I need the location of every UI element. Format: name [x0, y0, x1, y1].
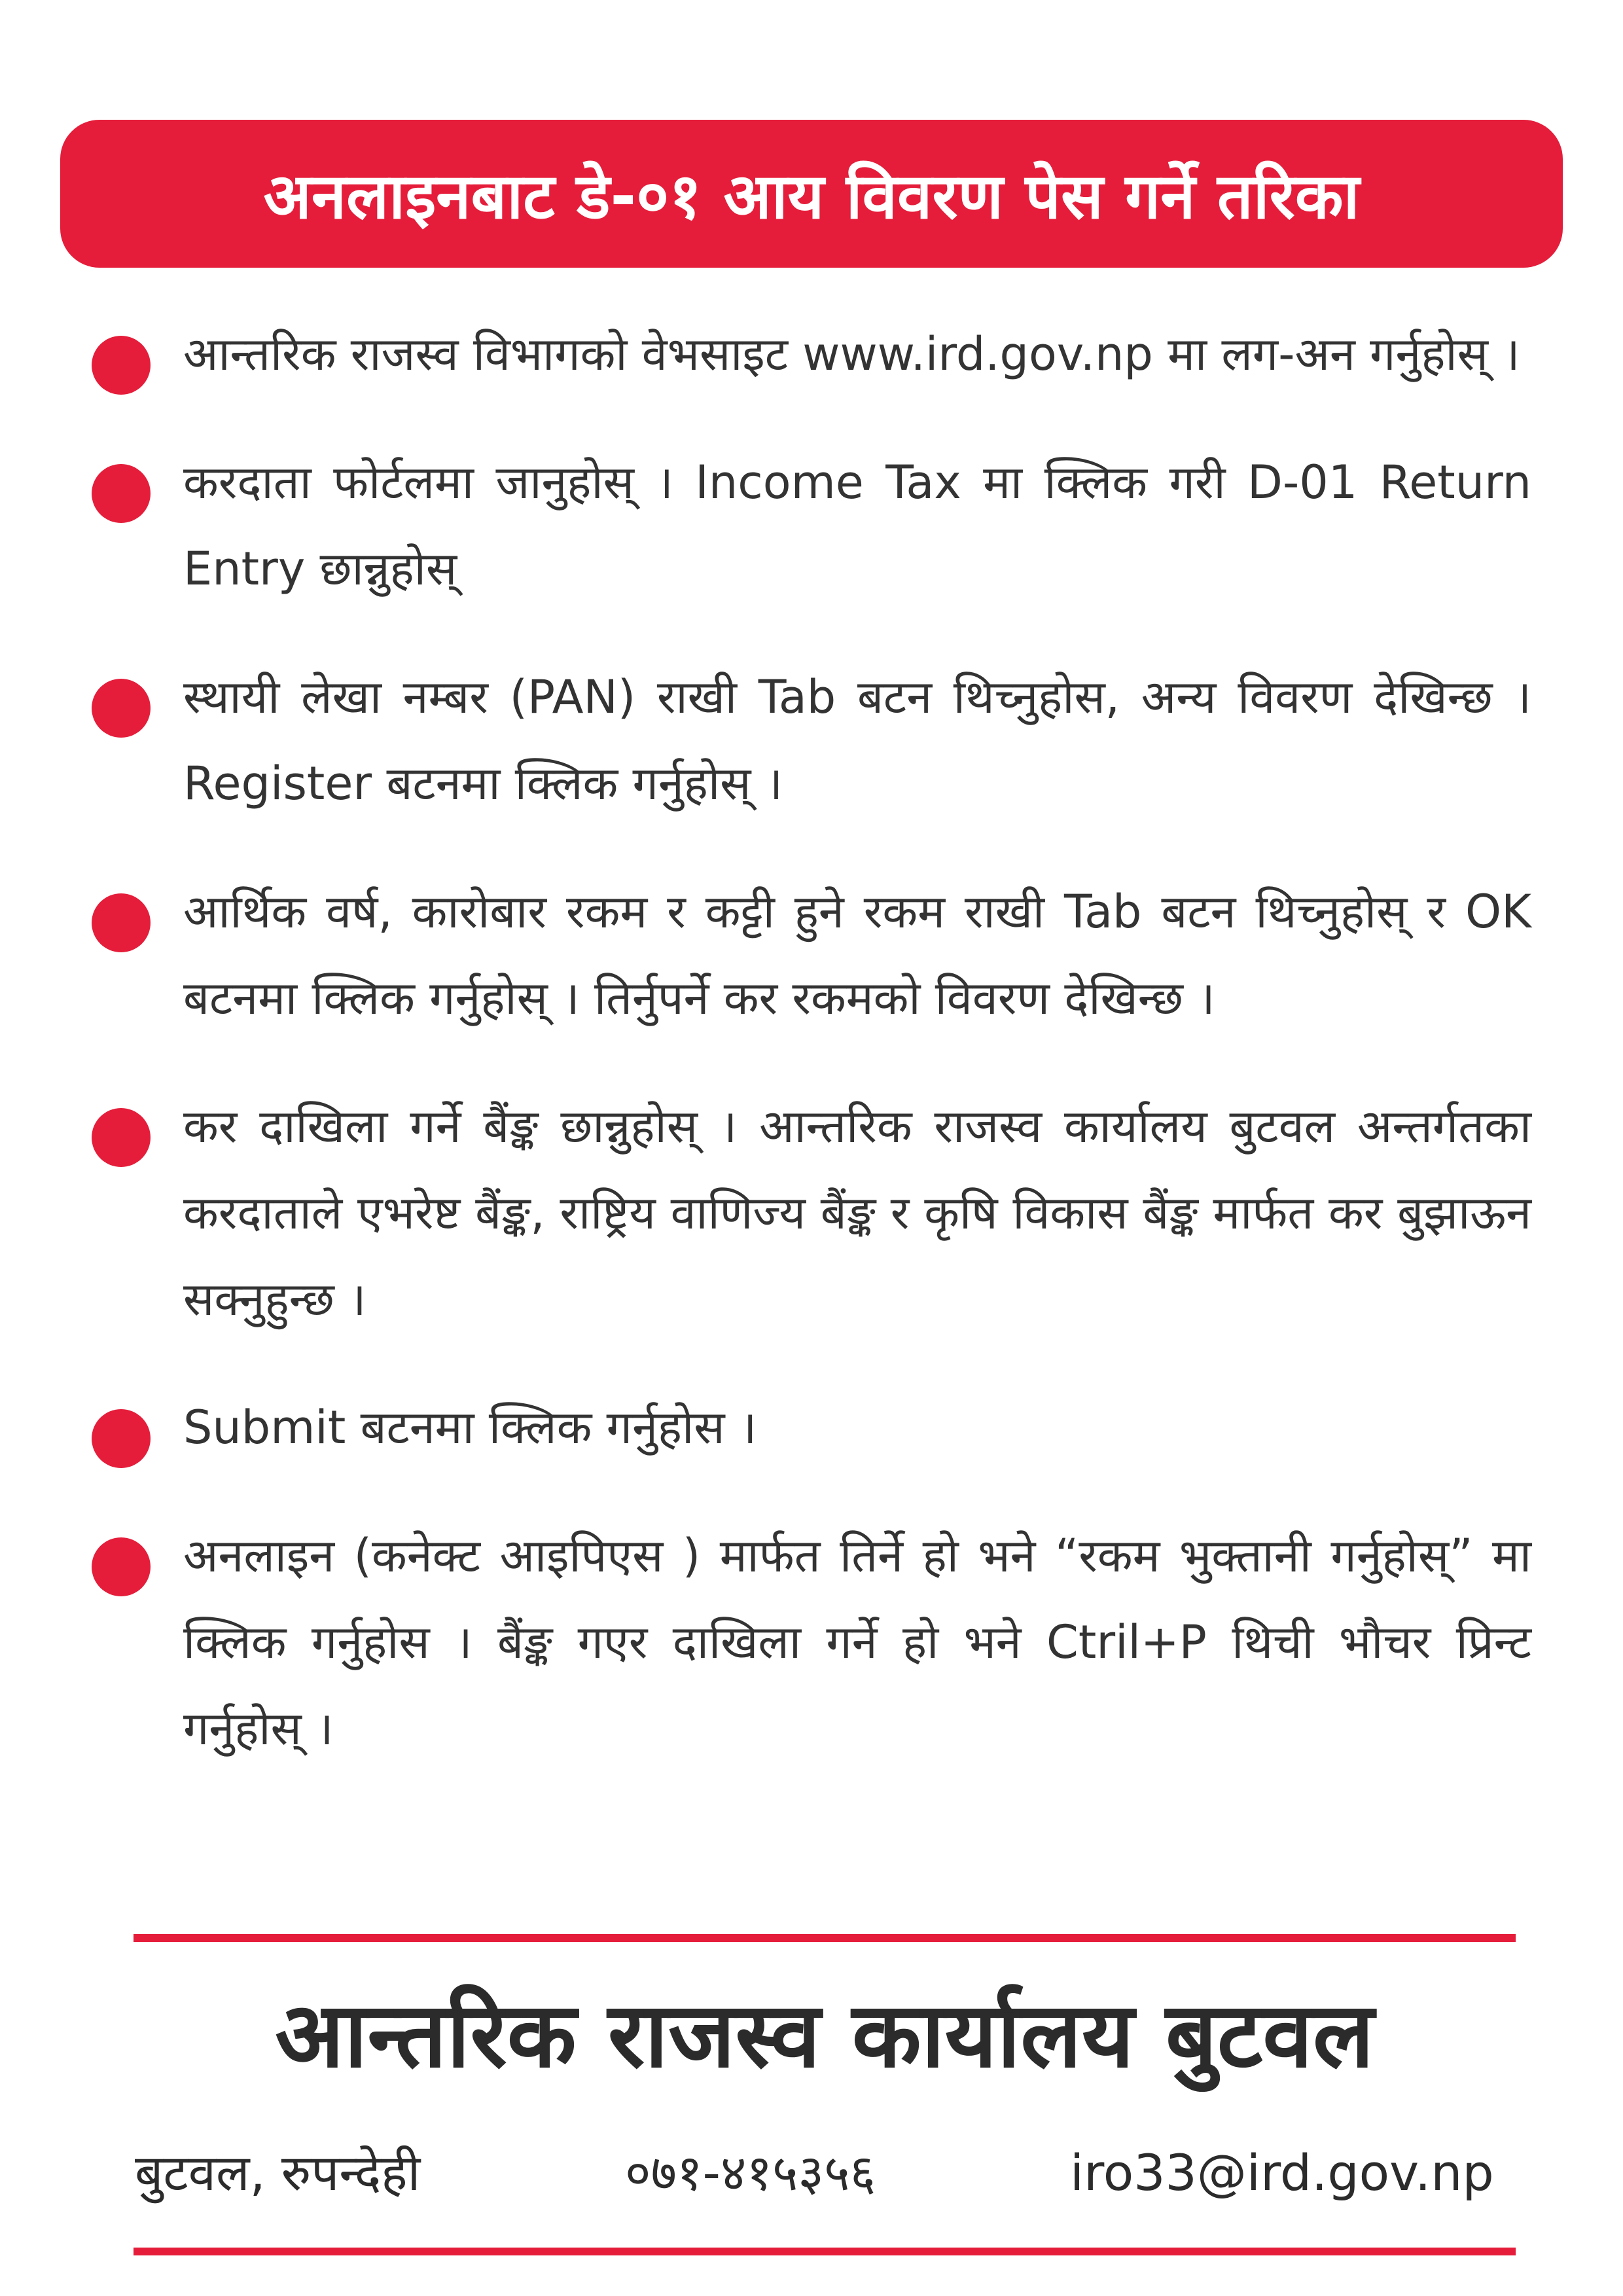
list-item — [92, 869, 1531, 1041]
step-text: आर्थिक वर्ष, कारोबार रकम र कट्टी हुने रकम राखी Tab बटन थिच्नुहोस् र OK बटनमा क्लिक गर्नुहोस् । तिर्नुपर्ने कर रकमको विवरण देखिन्छ । — [183, 885, 1531, 1025]
title-banner — [60, 120, 1563, 268]
list-item — [92, 1083, 1531, 1342]
bullet-dot-icon — [92, 1409, 151, 1468]
step-text: अनलाइन (कनेक्ट आइपिएस ) मार्फत तिर्ने हो भने “रकम भुक्तानी गर्नुहोस्” मा क्लिक गर्नुहोस । बैंङ्क गएर दाखिला गर्ने हो भने Ctril+P थिची भौचर प्रिन्ट गर्नुहोस् । — [183, 1529, 1531, 1755]
step-text: आन्तरिक राजस्व विभागको वेभसाइट www.ird.gov.np मा लग-अन गर्नुहोस् । — [183, 327, 1520, 381]
bullet-dot-icon — [92, 1537, 151, 1596]
page-title: अनलाइनबाट डे-०१ आय विवरण पेस गर्ने तरिका — [263, 159, 1360, 233]
step-text: करदाता फोर्टलमा जानुहोस् । Income Tax मा क्लिक गरी D-01 Return Entry छान्नुहोस् — [183, 456, 1531, 596]
bullet-dot-icon — [92, 893, 151, 952]
step-text: कर दाखिला गर्ने बैंङ्क छान्नुहोस् । आन्तरिक राजस्व कार्यालय बुटवल अन्तर्गतका करदाताले एभरेष्ट बैंङ्क, राष्ट्रिय वाणिज्य बैंङ्क र कृषि विकास बैंङ्क मार्फत कर बुझाऊन सक्नुहुन्छ । — [183, 1100, 1531, 1326]
bullet-dot-icon — [92, 679, 151, 738]
list-item — [92, 654, 1531, 827]
office-phone: ०७१-४१५३५६ — [625, 2144, 876, 2202]
bullet-dot-icon — [92, 336, 151, 395]
list-item — [92, 439, 1531, 612]
list-item — [92, 311, 1531, 397]
step-text: Submit बटनमा क्लिक गर्नुहोस । — [183, 1401, 757, 1454]
list-item — [92, 1513, 1531, 1772]
office-email: iro33@ird.gov.np — [1070, 2144, 1494, 2202]
footer-divider-bottom — [134, 2248, 1516, 2255]
office-name: आन्तरिक राजस्व कार्यालय बुटवल — [275, 1982, 1374, 2088]
steps-list — [92, 311, 1531, 1814]
bullet-dot-icon — [92, 1108, 151, 1167]
list-item — [92, 1384, 1531, 1471]
step-text: स्थायी लेखा नम्बर (PAN) राखी Tab बटन थिच्नुहोस, अन्य विवरण देखिन्छ । Register बटनमा क्लिक गर्नुहोस् । — [183, 670, 1531, 810]
office-address: बुटवल, रुपन्देही — [135, 2144, 421, 2202]
footer-divider-top — [134, 1934, 1516, 1942]
bullet-dot-icon — [92, 464, 151, 523]
